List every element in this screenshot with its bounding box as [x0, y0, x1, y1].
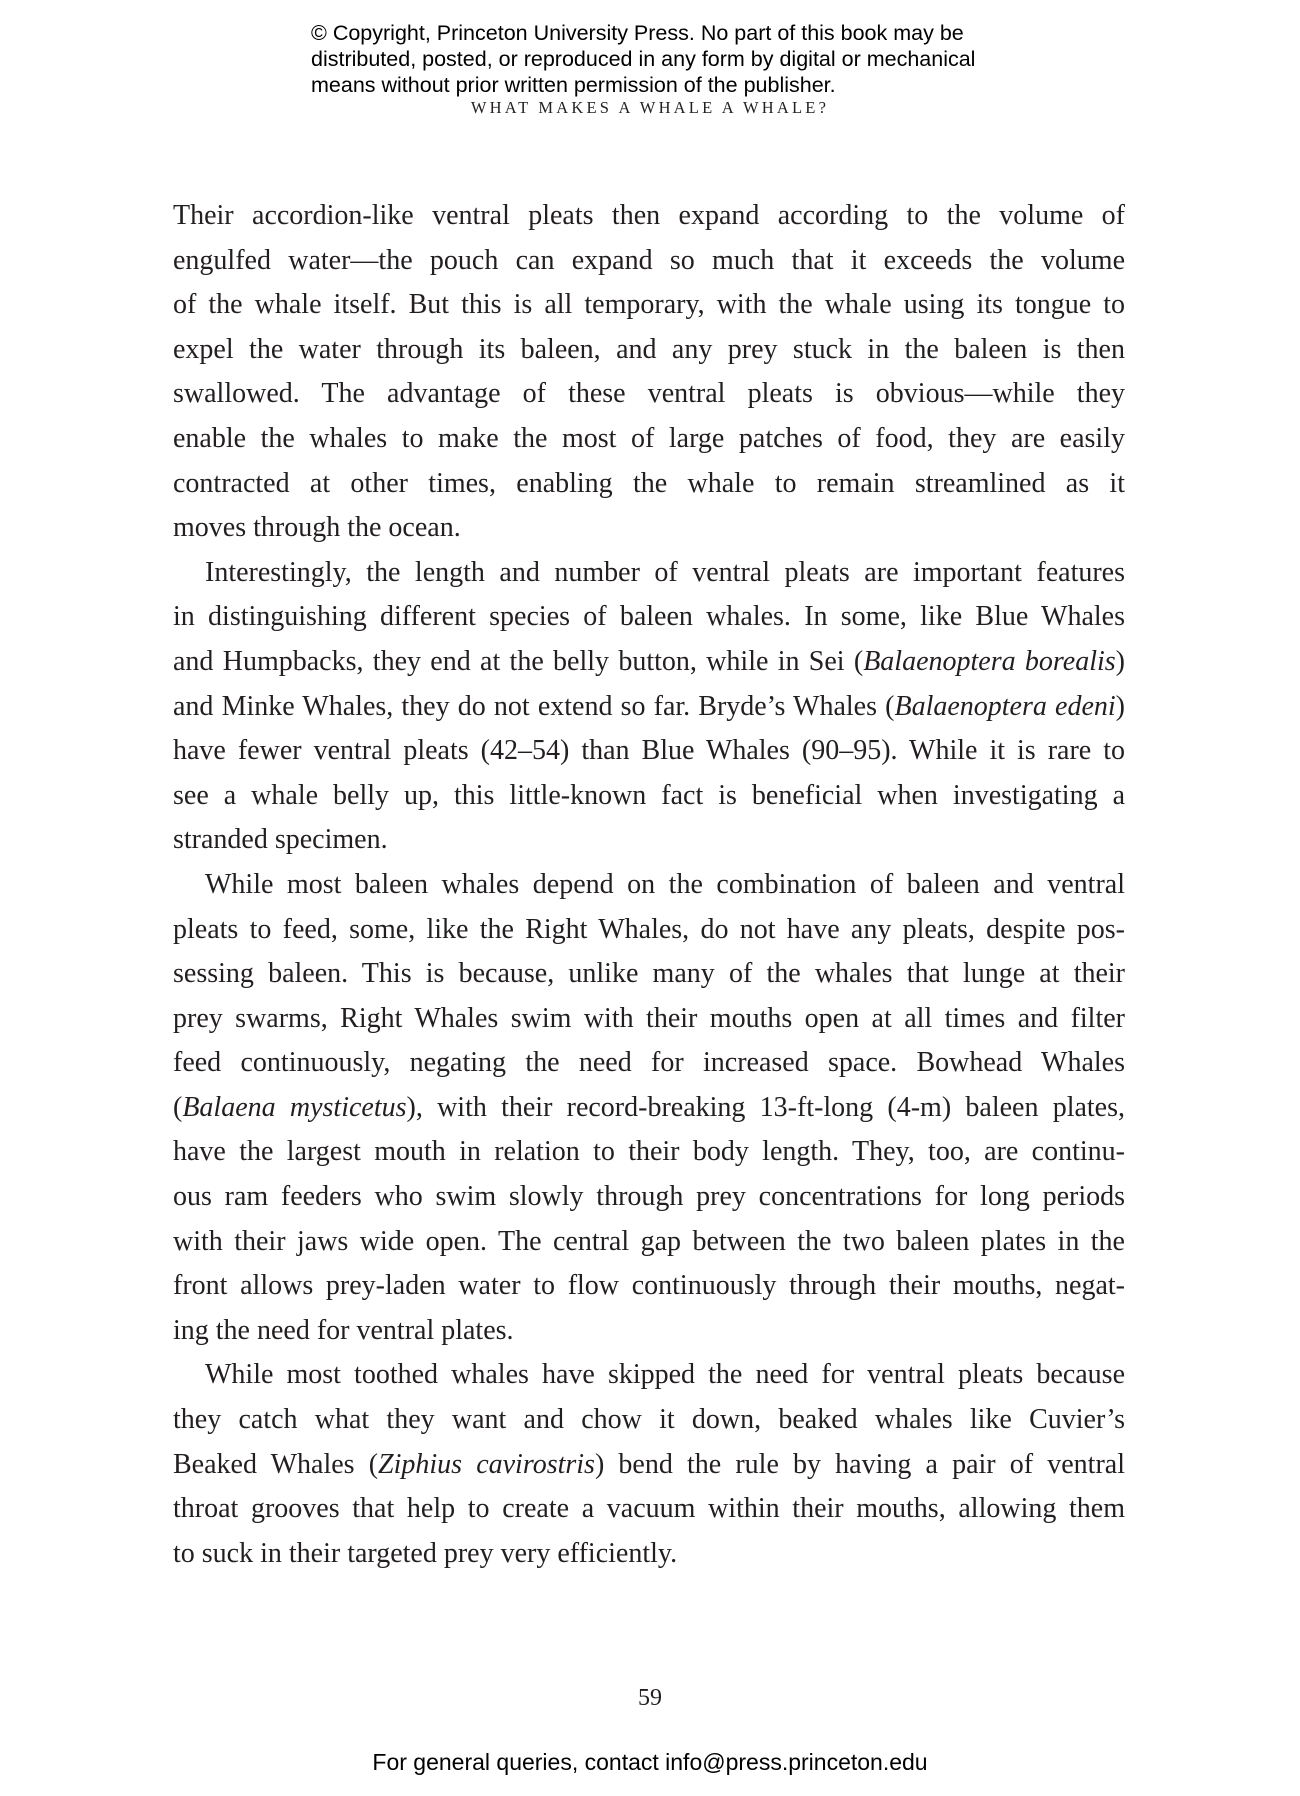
text-line: contracted at other times, enabling the whale to remain streamlined as it [173, 467, 1125, 499]
paragraph [173, 863, 1125, 1354]
copyright-line: distributed, posted, or reproduced in any form by digital or mechanical [311, 47, 976, 71]
text-line: moves through the ocean. [173, 512, 461, 544]
species-name: Ziphius cavirostris [378, 1448, 595, 1480]
paragraph [173, 194, 1125, 551]
copyright-line: © Copyright, Princeton University Press. No part of this book may be [311, 21, 964, 45]
text-line: of the whale itself. But this is all temporary, with the whale using its tongue to [173, 289, 1125, 321]
text-line: and Humpbacks, they end at the belly button, while in Sei (Balaenoptera borealis) [173, 645, 1125, 677]
text-line: stranded specimen. [173, 824, 388, 856]
text-line: see a whale belly up, this little-known fact is beneficial when investigating a [173, 779, 1125, 811]
species-name: Balaenoptera edeni [894, 690, 1116, 722]
text-line: prey swarms, Right Whales swim with their mouths open at all times and filter [173, 1002, 1125, 1034]
text-line: in distinguishing different species of baleen whales. In some, like Blue Whales [173, 601, 1125, 633]
text-line: throat grooves that help to create a vacuum within their mouths, allowing them [173, 1493, 1125, 1525]
text-line: ing the need for ventral plates. [173, 1314, 514, 1346]
text-line: Beaked Whales (Ziphius cavirostris) bend the rule by having a pair of ventral [173, 1448, 1125, 1480]
text-line: expel the water through its baleen, and any prey stuck in the baleen is then [173, 333, 1125, 365]
text-line: with their jaws wide open. The central gap between the two baleen plates in the [173, 1225, 1125, 1257]
text-line: engulfed water—the pouch can expand so much that it exceeds the volume [173, 244, 1125, 276]
text-line: sessing baleen. This is because, unlike many of the whales that lunge at their [173, 958, 1125, 990]
paragraph [173, 1353, 1125, 1576]
running-head: WHAT MAKES A WHALE A WHALE? [470, 98, 830, 117]
text-line: While most baleen whales depend on the combination of baleen and ventral [205, 868, 1125, 900]
species-name: Balaena mysticetus [182, 1091, 407, 1123]
text-line: have fewer ventral pleats (42–54) than Blue Whales (90–95). While it is rare to [173, 735, 1125, 767]
text-line: front allows prey-laden water to flow continuously through their mouths, negat- [173, 1270, 1125, 1302]
text-line: swallowed. The advantage of these ventral pleats is obvious—while they [173, 378, 1125, 410]
text-line: Their accordion-like ventral pleats then expand according to the volume of [173, 200, 1125, 231]
text-line: they catch what they want and chow it down, beaked whales like Cuvier’s [173, 1404, 1125, 1436]
species-name: Balaenoptera borealis [863, 645, 1116, 677]
text-line: and Minke Whales, they do not extend so far. Bryde’s Whales (Balaenoptera edeni) [173, 690, 1125, 722]
text-line: enable the whales to make the most of large patches of food, they are easily [173, 422, 1125, 454]
footer-contact: For general queries, contact info@press.princeton.edu [372, 1749, 928, 1775]
text-line: have the largest mouth in relation to their body length. They, too, are continu- [173, 1136, 1125, 1168]
page-number: 59 [638, 1685, 662, 1711]
text-line: to suck in their targeted prey very efficiently. [173, 1537, 678, 1569]
text-line: Interestingly, the length and number of ventral pleats are important features [205, 556, 1125, 588]
text-line: ous ram feeders who swim slowly through prey concentrations for long periods [173, 1181, 1125, 1213]
copyright-line: means without prior written permission of the publisher. [311, 73, 836, 97]
text-line: pleats to feed, some, like the Right Whales, do not have any pleats, despite pos- [173, 913, 1125, 945]
text-line: (Balaena mysticetus), with their record-breaking 13-ft-long (4-m) baleen plates, [173, 1091, 1125, 1123]
paragraph [173, 551, 1125, 863]
copyright-notice [311, 20, 1071, 98]
body-text [173, 194, 1125, 1576]
text-line: While most toothed whales have skipped the need for ventral pleats because [205, 1359, 1125, 1391]
text-line: feed continuously, negating the need for increased space. Bowhead Whales [173, 1047, 1125, 1079]
